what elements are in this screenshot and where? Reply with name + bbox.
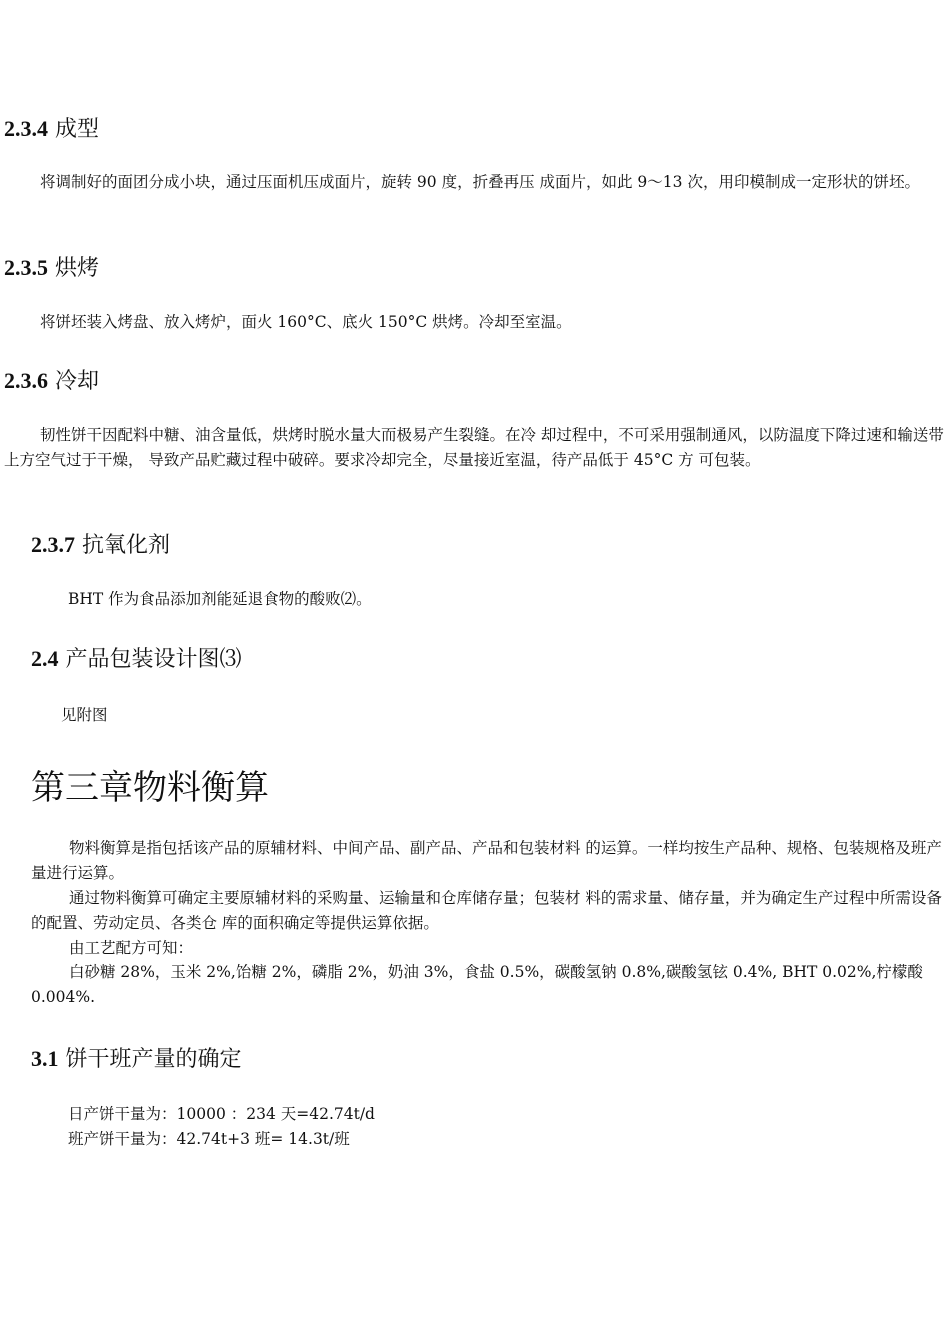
- shift-output-line: 班产饼干量为：42.74t+3 班= 14.3t/班: [68, 1130, 350, 1148]
- heading-2-3-6: 2.3.6 冷却: [4, 368, 100, 394]
- heading-2-3-4: 2.3.4 成型: [4, 116, 100, 142]
- paragraph-material-balance-def: 物料衡算是指包括该产品的原辅材料、中间产品、副产品、产品和包装材料 的运算。一样均按生产品种、规格、包装规格及班产量进行运算。: [31, 839, 942, 882]
- heading-3-1: 3.1 饼干班产量的确定: [31, 1046, 242, 1072]
- paragraph-formula: 白砂糖 28%，玉米 2%,饴糖 2%，磷脂 2%，奶油 3%，食盐 0.5%，碳酸氢钠 0.8%,碳酸氢铉 0.4%, BHT 0.02%,柠檬酸 0.004%.: [31, 963, 923, 1006]
- heading-2-3-7: 2.3.7 抗氧化剂: [31, 532, 171, 558]
- paragraph-material-balance-purpose: 通过物料衡算可确定主要原辅材料的采购量、运输量和仓库储存量；包装材 料的需求量、储存量，并为确定生产过程中所需设备的配置、劳动定员、各类仓 库的面积确定等提供运算依据。: [31, 889, 942, 932]
- paragraph-cooling: 韧性饼干因配料中糖、油含量低，烘烤时脱水量大而极易产生裂缝。在冷 却过程中，不可采用强制通风，以防温度下降过速和输送带上方空气过于干燥， 导致产品贮藏过程中破碎。要求冷却完全，尽量接近室温，待产品低于 45°C 方 可包装。: [4, 426, 944, 469]
- heading-2-4: 2.4 产品包装设计图⑶: [31, 646, 242, 672]
- paragraph-baking: 将饼坯装入烤盘、放入烤炉，面火 160°C、底火 150°C 烘烤。冷却至室温。: [40, 313, 572, 331]
- daily-output-line: 日产饼干量为：10000 ：234 天=42.74t/d: [68, 1105, 375, 1123]
- heading-2-3-5: 2.3.5 烘烤: [4, 255, 100, 281]
- paragraph-formula-intro: 由工艺配方可知：: [69, 939, 194, 957]
- paragraph-antioxidant: BHT 作为食品添加剂能延退食物的酸败⑵。: [68, 590, 372, 608]
- paragraph-see-appendix: 见附图: [61, 706, 108, 724]
- paragraph-forming: 将调制好的面团分成小块，通过压面机压成面片，旋转 90 度，折叠再压 成面片，如此 9～13 次，用印模制成一定形状的饼坯。: [40, 173, 920, 191]
- chapter-title: 第三章物料衡算: [31, 768, 269, 808]
